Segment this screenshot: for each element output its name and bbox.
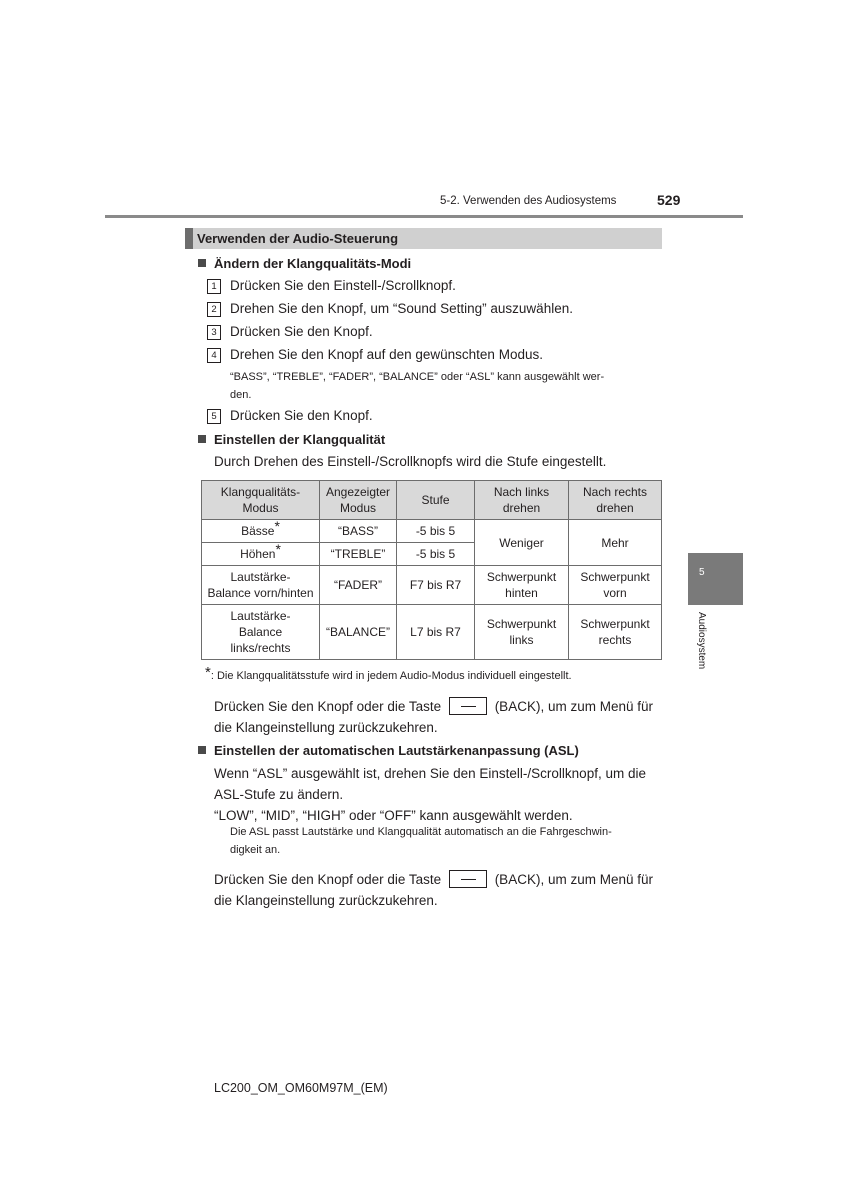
table-cell: “BALANCE” (320, 605, 397, 660)
table-cell: Schwerpunkt vorn (569, 566, 662, 605)
table-header: Nach rechts drehen (569, 481, 662, 520)
step-number: 2 (207, 302, 221, 317)
chapter-tab (688, 553, 743, 605)
step-text: Drehen Sie den Knopf auf den gewünschten Modus. (230, 347, 543, 362)
header-rule (105, 215, 743, 218)
table-cell: Lautstärke- Balance links/rechts (202, 605, 320, 660)
step-text: Drücken Sie den Knopf. (230, 324, 373, 339)
modes-note-line2: den. (230, 389, 252, 401)
section-title: Verwenden der Audio-Steuerung (197, 231, 399, 246)
table-cell-merged-left: Weniger (475, 520, 569, 566)
table-row (202, 520, 662, 543)
table-row (202, 605, 662, 660)
step-1 (207, 278, 456, 294)
table-header: Angezeigter Modus (320, 481, 397, 520)
chapter-label: Audiosystem (696, 612, 707, 670)
subsection-heading-asl (198, 743, 579, 758)
step-4 (207, 347, 543, 363)
step-5 (207, 408, 373, 424)
table-cell: Höhen* (202, 543, 320, 566)
step-number: 4 (207, 348, 221, 363)
page-number: 529 (657, 192, 681, 208)
back-button-icon (449, 697, 487, 715)
back-instruction-1 (214, 696, 659, 738)
asl-options: “LOW”, “MID”, “HIGH” oder “OFF” kann ausgewählt werden. (214, 808, 573, 823)
table-cell: Lautstärke- Balance vorn/hinten (202, 566, 320, 605)
table-cell: F7 bis R7 (397, 566, 475, 605)
square-bullet-icon (198, 259, 206, 267)
subsection-heading-quality (198, 432, 385, 447)
asl-paragraph (214, 763, 659, 826)
table-cell: Schwerpunkt links (475, 605, 569, 660)
square-bullet-icon (198, 435, 206, 443)
table-footnote (205, 664, 572, 682)
table-cell: “TREBLE” (320, 543, 397, 566)
footer-code: LC200_OM_OM60M97M_(EM) (214, 1081, 388, 1095)
square-bullet-icon (198, 746, 206, 754)
subsection-heading-text: Ändern der Klangqualitäts-Modi (214, 256, 412, 271)
back-instruction-line2: die Klangeinstellung zurückzukehren. (214, 893, 438, 908)
table-header-row (202, 481, 662, 520)
table-cell-merged-right: Mehr (569, 520, 662, 566)
table-header: Nach links drehen (475, 481, 569, 520)
quality-intro: Durch Drehen des Einstell-/Scrollknopfs wird die Stufe eingestellt. (214, 454, 607, 469)
step-number: 1 (207, 279, 221, 294)
table-cell: “FADER” (320, 566, 397, 605)
asl-note-line2: digkeit an. (230, 844, 281, 856)
step-text: Drücken Sie den Einstell-/Scrollknopf. (230, 278, 456, 293)
step-text: Drücken Sie den Knopf. (230, 408, 373, 423)
table-cell: Schwerpunkt hinten (475, 566, 569, 605)
modes-note (230, 368, 658, 404)
asterisk: * (275, 541, 281, 557)
table-cell: Schwerpunkt rechts (569, 605, 662, 660)
back-instruction-line2: die Klangeinstellung zurückzukehren. (214, 720, 438, 735)
back-button-icon (449, 870, 487, 888)
back-instruction-2 (214, 869, 659, 911)
modes-note-line1: “BASS”, “TREBLE”, “FADER”, “BALANCE” oder “ASL” kann ausgewählt wer- (230, 371, 605, 383)
back-instruction-line1: Drücken Sie den Knopf oder die Taste (BACK), um zum Menü für (214, 699, 653, 714)
asl-note (230, 823, 658, 859)
asl-para-line1: Wenn “ASL” ausgewählt ist, drehen Sie den Einstell-/Scrollknopf, um die (214, 766, 646, 781)
asl-note-line1: Die ASL passt Lautstärke und Klangqualität automatisch an die Fahrgeschwin- (230, 826, 612, 838)
header-section-title: 5-2. Verwenden des Audiosystems (440, 195, 617, 207)
section-title-bar (185, 228, 662, 249)
table-cell: -5 bis 5 (397, 543, 475, 566)
step-number: 3 (207, 325, 221, 340)
footnote-asterisk: * (205, 664, 211, 681)
footnote-text: : Die Klangqualitätsstufe wird in jedem Audio-Modus individuell eingestellt. (210, 670, 572, 682)
back-instruction-line1: Drücken Sie den Knopf oder die Taste (BACK), um zum Menü für (214, 872, 653, 887)
subsection-heading-modes (198, 256, 411, 271)
section-title-accent (185, 228, 193, 249)
chapter-number: 5 (699, 567, 705, 578)
table-cell: -5 bis 5 (397, 520, 475, 543)
subsection-heading-text: Einstellen der automatischen Lautstärkenanpassung (ASL) (214, 743, 579, 758)
table-row (202, 566, 662, 605)
step-3 (207, 324, 373, 340)
step-number: 5 (207, 409, 221, 424)
table-cell: L7 bis R7 (397, 605, 475, 660)
step-2 (207, 301, 573, 317)
asl-para-line2: ASL-Stufe zu ändern. (214, 787, 344, 802)
step-text: Drehen Sie den Knopf, um “Sound Setting” auszuwählen. (230, 301, 573, 316)
sound-settings-table (201, 480, 662, 660)
table-header: Stufe (397, 481, 475, 520)
table-cell: “BASS” (320, 520, 397, 543)
subsection-heading-text: Einstellen der Klangqualität (214, 432, 386, 447)
table-cell: Bässe* (202, 520, 320, 543)
table-header: Klangqualitäts- Modus (202, 481, 320, 520)
asterisk: * (274, 518, 280, 534)
